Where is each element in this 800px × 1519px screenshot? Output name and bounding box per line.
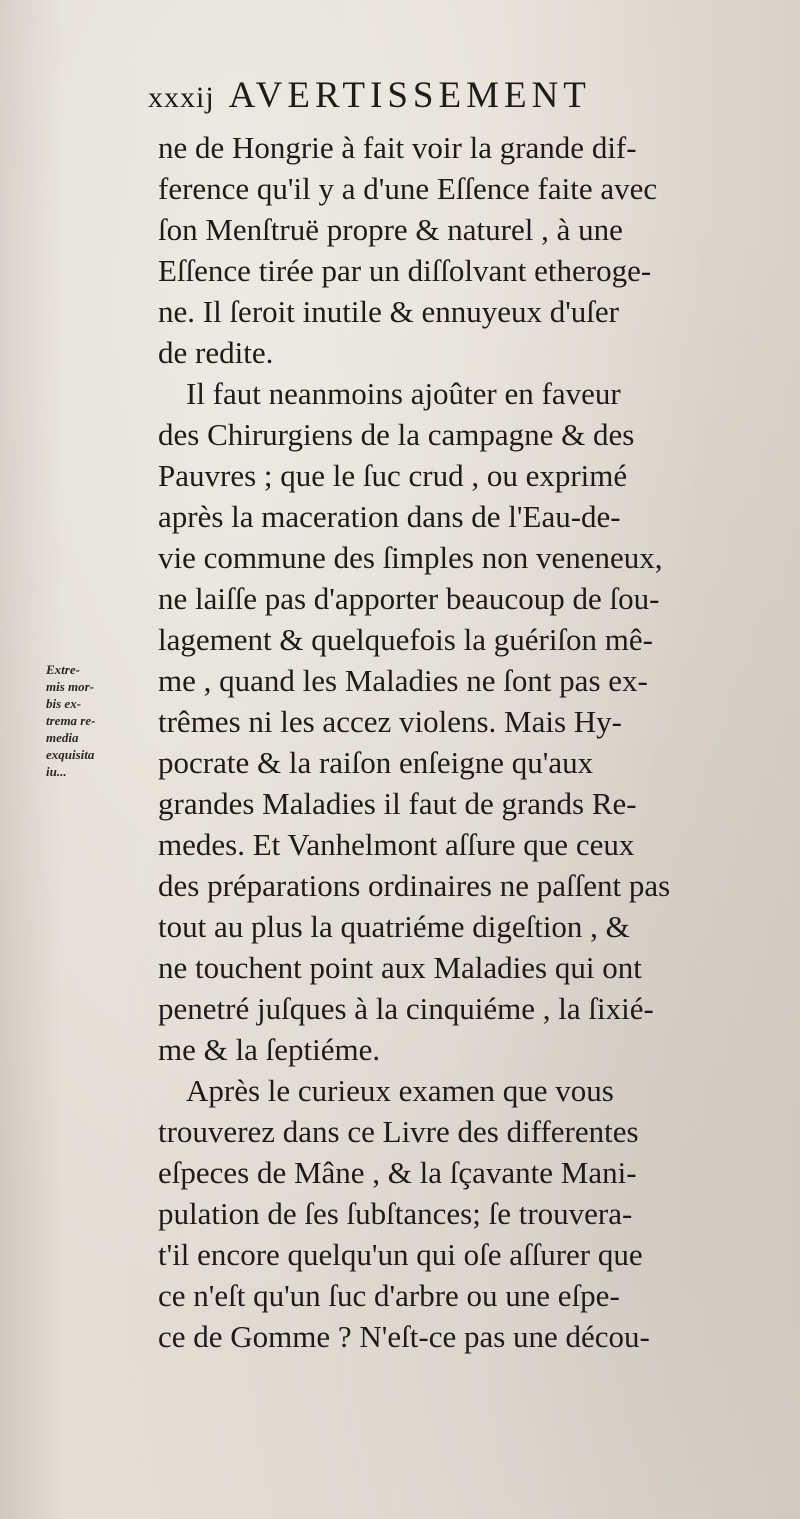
text-line: ſon Menſtruë propre & naturel , à une [158, 212, 623, 247]
margin-note-line: mis mor- [46, 679, 95, 694]
margin-note-line: media [46, 730, 79, 745]
text-line: ne laiſſe pas d'apporter beaucoup de ſou- [158, 581, 660, 616]
text-line: des préparations ordinaires ne paſſent pas [158, 868, 671, 903]
text-line: ference qu'il y a d'une Eſſence faite avec [158, 171, 658, 206]
margin-note-line: iu... [46, 764, 67, 779]
text-line: grandes Maladies il faut de grands Re- [158, 786, 637, 821]
text-line: après la maceration dans de l'Eau-de- [158, 499, 621, 534]
text-line: t'il encore quelqu'un qui oſe aſſurer que [158, 1237, 643, 1272]
margin-note [46, 661, 156, 780]
text-line: de redite. [158, 335, 274, 370]
text-line: Pauvres ; que le ſuc crud , ou exprimé [158, 458, 628, 493]
text-line: ne touchent point aux Maladies qui ont [158, 950, 642, 985]
paragraph-start: Il faut neanmoins ajoûter en faveur [186, 376, 621, 411]
text-line: ce n'eſt qu'un ſuc d'arbre ou une eſpe- [158, 1278, 620, 1313]
text-line: ce de Gomme ? N'eſt-ce pas une décou- [158, 1319, 650, 1354]
text-line: ne de Hongrie à fait voir la grande dif- [158, 130, 637, 165]
text-line: pocrate & la raiſon enſeigne qu'aux [158, 745, 594, 780]
text-line: des Chirurgiens de la campagne & des [158, 417, 635, 452]
text-line: vie commune des ſimples non veneneux, [158, 540, 663, 575]
running-title: AVERTISSEMENT [228, 75, 591, 116]
text-line: trêmes ni les accez violens. Mais Hy- [158, 704, 622, 739]
text-line: tout au plus la quatriéme digeſtion , & [158, 909, 630, 944]
margin-note-line: exquisita [46, 747, 95, 762]
text-line: ne. Il ſeroit inutile & ennuyeux d'uſer [158, 294, 619, 329]
page-header [148, 74, 748, 124]
page-number: xxxij [148, 81, 215, 114]
text-line: lagement & quelquefois la guériſon mê- [158, 622, 653, 657]
text-line: trouverez dans ce Livre des differentes [158, 1114, 639, 1149]
text-line: me , quand les Maladies ne ſont pas ex- [158, 663, 648, 698]
text-line: me & la ſeptiéme. [158, 1032, 381, 1067]
text-line: pulation de ſes ſubſtances; ſe trouvera- [158, 1196, 633, 1231]
margin-note-line: trema re- [46, 713, 96, 728]
margin-note-line: Extre- [46, 662, 80, 677]
text-line: medes. Et Vanhelmont aſſure que ceux [158, 827, 635, 862]
text-line: eſpeces de Mâne , & la ſçavante Mani- [158, 1155, 637, 1190]
paragraph-start: Après le curieux examen que vous [186, 1073, 614, 1108]
margin-note-line: bis ex- [46, 696, 82, 711]
text-line: penetré juſques à la cinquiéme , la ſixié- [158, 991, 654, 1026]
text-line: Eſſence tirée par un diſſolvant etheroge- [158, 253, 652, 288]
